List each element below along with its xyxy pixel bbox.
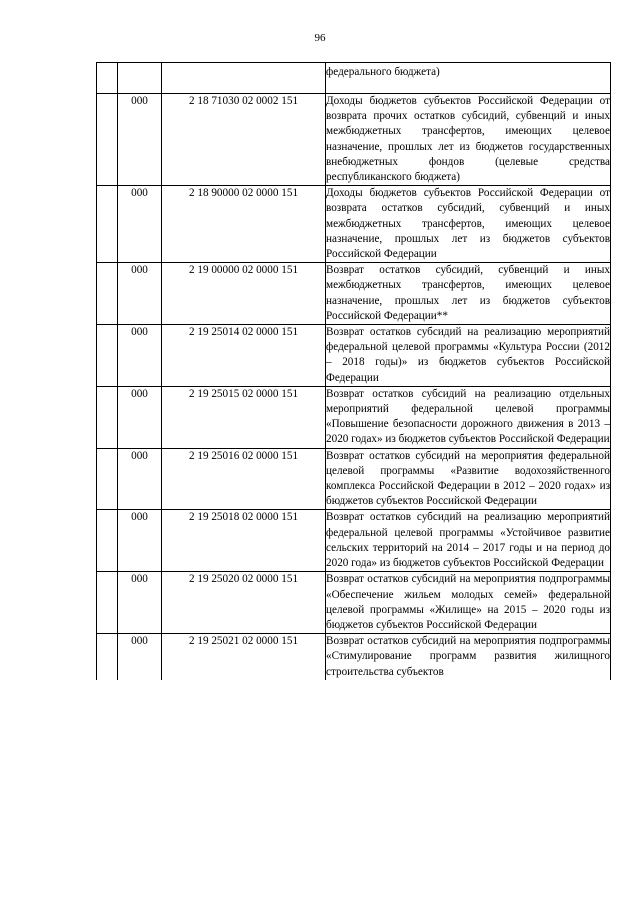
admin-code-cell: 000	[118, 572, 162, 634]
blank-cell	[97, 448, 118, 510]
table-row	[97, 325, 611, 387]
blank-cell	[97, 63, 118, 94]
budget-code-cell: 2 18 90000 02 0000 151	[162, 186, 326, 263]
description-cell: Возврат остатков субсидий на мероприятия федеральной целевой программы «Развитие водохозяйственного комплекса Российской Федерации в 2012 – 2020 годах» из бюджетов субъектов Российской Федерации	[326, 448, 611, 510]
description-cell: Возврат остатков субсидий на реализацию мероприятий федеральной целевой программы «Устойчивое развитие сельских территорий на 2014 – 2017 годы и на период до 2020 года» из бюджетов субъектов Российской Федерации	[326, 510, 611, 572]
blank-cell	[97, 572, 118, 634]
description-cell: Доходы бюджетов субъектов Российской Федерации от возврата остатков субсидий, субвенций и иных межбюджетных трансфертов, имеющих целевое назначение, прошлых лет из бюджетов субъектов Российской Федерации	[326, 186, 611, 263]
table-row	[97, 186, 611, 263]
admin-code-cell: 000	[118, 448, 162, 510]
budget-code-cell: 2 19 00000 02 0000 151	[162, 263, 326, 325]
blank-cell	[97, 263, 118, 325]
description-cell: федерального бюджета)	[326, 63, 611, 94]
table-row	[97, 510, 611, 572]
description-cell: Возврат остатков субсидий на мероприятия подпрограммы «Стимулирование программ развития жилищного строительства субъектов	[326, 634, 611, 681]
admin-code-cell	[118, 63, 162, 94]
table-row	[97, 94, 611, 186]
admin-code-cell: 000	[118, 634, 162, 681]
table-row	[97, 448, 611, 510]
admin-code-cell: 000	[118, 263, 162, 325]
description-cell: Возврат остатков субсидий, субвенций и иных межбюджетных трансфертов, имеющих целевое назначение, прошлых лет из бюджетов субъектов Российской Федерации**	[326, 263, 611, 325]
description-cell: Возврат остатков субсидий на реализацию отдельных мероприятий федеральной целевой программы «Повышение безопасности дорожного движения в 2013 – 2020 годах» из бюджетов субъектов Российской Федерации	[326, 386, 611, 448]
budget-code-cell: 2 19 25014 02 0000 151	[162, 325, 326, 387]
admin-code-cell: 000	[118, 325, 162, 387]
blank-cell	[97, 325, 118, 387]
budget-classification-table	[96, 62, 611, 680]
table-row	[97, 386, 611, 448]
budget-code-cell: 2 19 25015 02 0000 151	[162, 386, 326, 448]
blank-cell	[97, 186, 118, 263]
blank-cell	[97, 634, 118, 681]
table-row	[97, 634, 611, 681]
admin-code-cell: 000	[118, 94, 162, 186]
blank-cell	[97, 94, 118, 186]
admin-code-cell: 000	[118, 186, 162, 263]
admin-code-cell: 000	[118, 510, 162, 572]
blank-cell	[97, 386, 118, 448]
budget-code-cell: 2 19 25021 02 0000 151	[162, 634, 326, 681]
budget-code-cell: 2 19 25016 02 0000 151	[162, 448, 326, 510]
blank-cell	[97, 510, 118, 572]
description-cell: Доходы бюджетов субъектов Российской Федерации от возврата прочих остатков субсидий, субвенций и иных межбюджетных трансфертов, имеющих целевое назначение, прошлых лет из бюджетов государственных внебюджетных фондов (целевые средства республиканского бюджета)	[326, 94, 611, 186]
table-row	[97, 263, 611, 325]
table-row	[97, 572, 611, 634]
description-cell: Возврат остатков субсидий на мероприятия подпрограммы «Обеспечение жильем молодых семей» федеральной целевой программы «Жилище» на 2015 – 2020 годы из бюджетов субъектов Российской Федерации	[326, 572, 611, 634]
budget-code-cell: 2 19 25020 02 0000 151	[162, 572, 326, 634]
budget-code-cell: 2 18 71030 02 0002 151	[162, 94, 326, 186]
page-number: 96	[314, 32, 326, 44]
budget-code-cell	[162, 63, 326, 94]
admin-code-cell: 000	[118, 386, 162, 448]
table-row	[97, 63, 611, 94]
description-cell: Возврат остатков субсидий на реализацию мероприятий федеральной целевой программы «Культура России (2012 – 2018 годы)» из бюджетов субъектов Российской Федерации	[326, 325, 611, 387]
budget-code-cell: 2 19 25018 02 0000 151	[162, 510, 326, 572]
